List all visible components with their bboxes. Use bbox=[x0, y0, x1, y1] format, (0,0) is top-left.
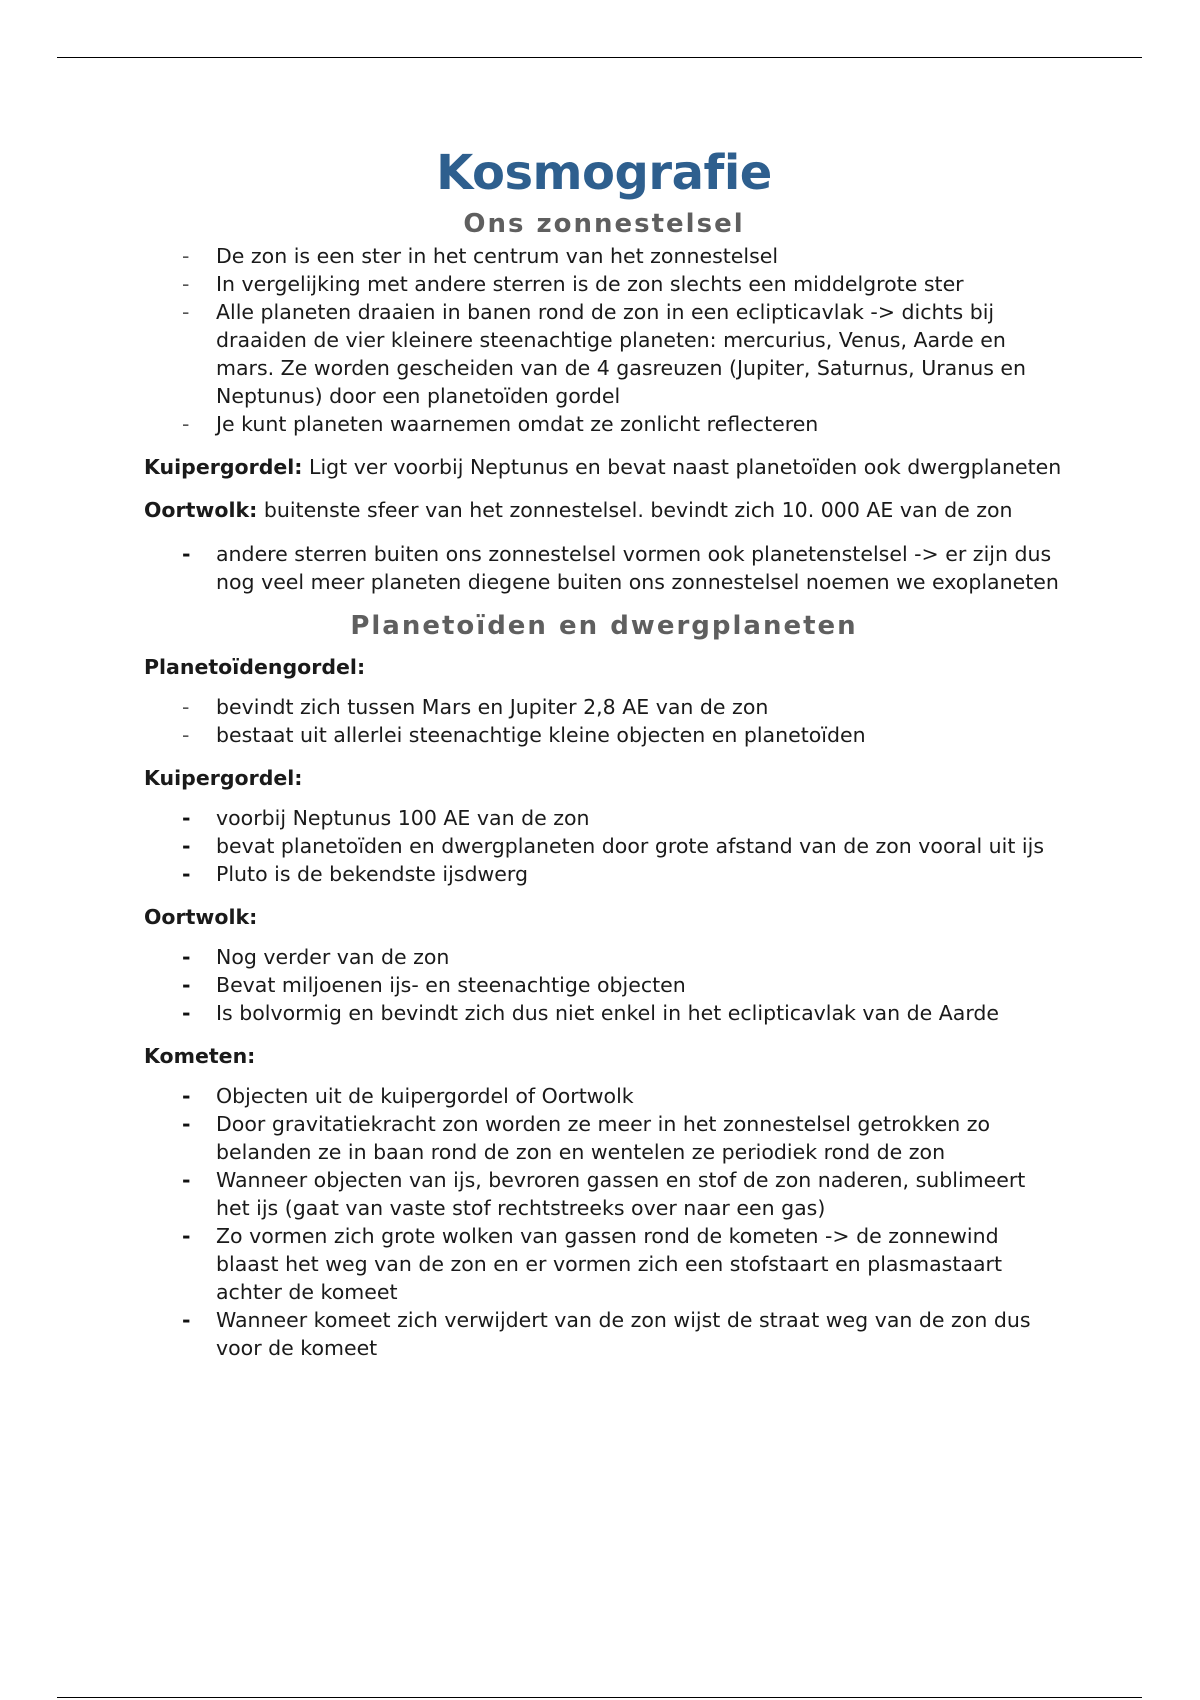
section-heading-zonnestelsel: Ons zonnestelsel bbox=[463, 209, 745, 239]
list-item: - In vergelijking met andere sterren is de zon slechts een middelgrote ster bbox=[144, 270, 1064, 298]
oortwolk-bullet-list bbox=[144, 943, 1064, 1027]
list-item: - Wanneer komeet zich verwijdert van de zon wijst de straat weg van de zon dus voor de komeet bbox=[144, 1306, 1064, 1362]
zonnestelsel-bullet-list bbox=[144, 242, 1064, 438]
oortwolk-label: Oortwolk: bbox=[144, 498, 258, 522]
list-item: - Bevat miljoenen ijs- en steenachtige objecten bbox=[144, 971, 1064, 999]
page-title: Kosmografie bbox=[436, 145, 772, 201]
kuipergordel-label: Kuipergordel: bbox=[144, 455, 303, 479]
oortwolk-heading: Oortwolk: bbox=[144, 905, 258, 929]
oortwolk-text: buitenste sfeer van het zonnestelsel. bevindt zich 10. 000 AE van de zon bbox=[257, 498, 1013, 522]
exoplaneten-bullet-list bbox=[144, 540, 1064, 596]
bottom-divider bbox=[57, 1697, 1142, 1698]
list-item: - bevindt zich tussen Mars en Jupiter 2,8 AE van de zon bbox=[144, 693, 1064, 721]
section-heading-planetoiden: Planetoïden en dwergplaneten bbox=[350, 611, 858, 641]
planetoidengordel-label: Planetoïdengordel: bbox=[144, 655, 366, 679]
document-body bbox=[144, 140, 1064, 1362]
list-item: - Pluto is de bekendste ijsdwerg bbox=[144, 860, 1064, 888]
kuipergordel-bullet-list bbox=[144, 804, 1064, 888]
list-item: - Door gravitatiekracht zon worden ze meer in het zonnestelsel getrokken zo belanden ze in baan rond de zon en wentelen ze periodiek rond de zon bbox=[144, 1110, 1064, 1166]
kometen-bullet-list bbox=[144, 1082, 1064, 1362]
kometen-heading: Kometen: bbox=[144, 1044, 256, 1068]
list-item: - Is bolvormig en bevindt zich dus niet enkel in het eclipticavlak van de Aarde bbox=[144, 999, 1064, 1027]
list-item: - Alle planeten draaien in banen rond de zon in een eclipticavlak -> dichts bij draaiden de vier kleinere steenachtige planeten: mercurius, Venus, Aarde en mars. Ze worden gescheiden van de 4 gasreuzen (Jupiter, Saturnus, Uranus en Neptunus) door een planetoïden gordel bbox=[144, 298, 1064, 410]
list-item: - Objecten uit de kuipergordel of Oortwolk bbox=[144, 1082, 1064, 1110]
top-divider bbox=[57, 57, 1142, 58]
list-item: - Je kunt planeten waarnemen omdat ze zonlicht reflecteren bbox=[144, 410, 1064, 438]
kuipergordel-heading: Kuipergordel: bbox=[144, 766, 303, 790]
list-item: - bestaat uit allerlei steenachtige kleine objecten en planetoïden bbox=[144, 721, 1064, 749]
kuipergordel-text: Ligt ver voorbij Neptunus en bevat naast planetoïden ook dwergplaneten bbox=[302, 455, 1062, 479]
list-item: - andere sterren buiten ons zonnestelsel vormen ook planetenstelsel -> er zijn dus nog veel meer planeten diegene buiten ons zonnestelsel noemen we exoplaneten bbox=[144, 540, 1064, 596]
kuipergordel-paragraph bbox=[144, 454, 1064, 481]
list-item: - Nog verder van de zon bbox=[144, 943, 1064, 971]
list-item: - Wanneer objecten van ijs, bevroren gassen en stof de zon naderen, sublimeert het ijs (gaat van vaste stof rechtstreeks over naar een gas) bbox=[144, 1166, 1064, 1222]
list-item: - bevat planetoïden en dwergplaneten door grote afstand van de zon vooral uit ijs bbox=[144, 832, 1064, 860]
planetoidengordel-bullet-list bbox=[144, 693, 1064, 749]
list-item: - voorbij Neptunus 100 AE van de zon bbox=[144, 804, 1064, 832]
list-item: - De zon is een ster in het centrum van het zonnestelsel bbox=[144, 242, 1064, 270]
list-item: - Zo vormen zich grote wolken van gassen rond de kometen -> de zonnewind blaast het weg van de zon en er vormen zich een stofstaart en plasmastaart achter de komeet bbox=[144, 1222, 1064, 1306]
oortwolk-paragraph bbox=[144, 497, 1064, 524]
